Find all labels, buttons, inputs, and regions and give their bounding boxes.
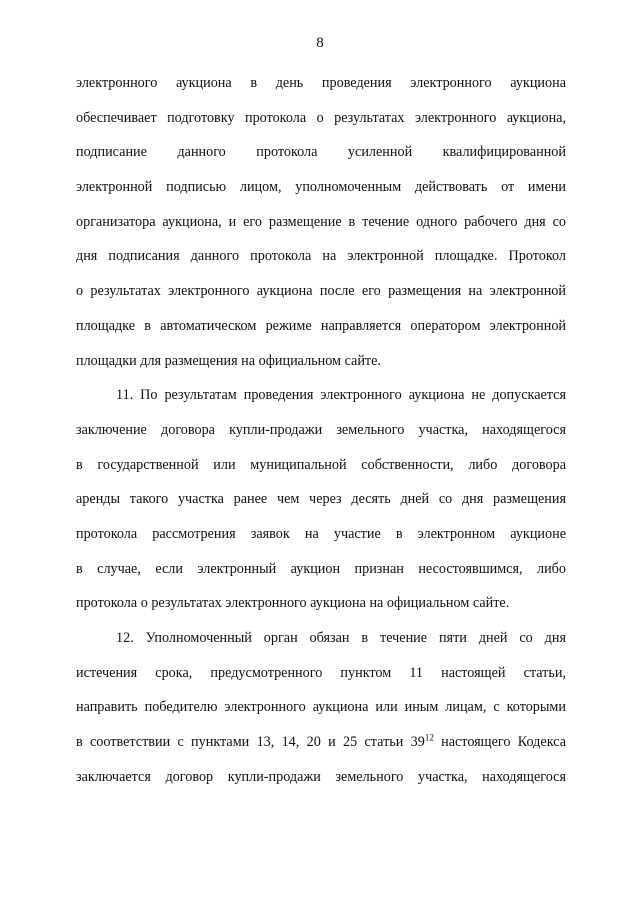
- text-line: дня подписания данного протокола на электронной площадке. Протокол: [76, 248, 566, 265]
- text-line: истечения срока, предусмотренного пунктом 11 настоящей статьи,: [76, 664, 566, 681]
- paragraph-item-12: [76, 621, 566, 794]
- text-line: аренды такого участка ранее чем через десять дней со дня размещения: [76, 491, 566, 508]
- page-number: 8: [316, 35, 324, 51]
- text-line: протокола рассмотрения заявок на участие в электронном аукционе: [76, 525, 566, 542]
- text-line-with-superscript: [76, 725, 566, 760]
- text-line: направить победителю электронного аукциона или иным лицам, с которыми: [76, 699, 566, 716]
- text-segment: в соответствии с пунктами 13, 14, 20 и 25 статьи 39: [76, 734, 425, 751]
- text-line: площадке в автоматическом режиме направляется оператором электронной: [76, 317, 566, 334]
- text-line: в случае, если электронный аукцион признан несостоявшимся, либо: [76, 560, 566, 577]
- text-line: обеспечивает подготовку протокола о результатах электронного аукциона,: [76, 109, 566, 126]
- paragraph-continuation: [76, 66, 566, 378]
- text-line: о результатах электронного аукциона после его размещения на электронной: [76, 283, 566, 300]
- text-line: организатора аукциона, и его размещение в течение одного рабочего дня со: [76, 213, 566, 230]
- document-body: [76, 66, 566, 794]
- superscript: 12: [424, 732, 434, 743]
- text-line: площадки для размещения на официальном сайте.: [76, 352, 381, 369]
- text-line: заключается договор купли-продажи земельного участка, находящегося: [76, 768, 566, 785]
- text-line: подписание данного протокола усиленной квалифицированной: [76, 144, 566, 161]
- text-line: в государственной или муниципальной собственности, либо договора: [76, 456, 566, 473]
- text-line: 12. Уполномоченный орган обязан в течение пяти дней со дня: [116, 630, 566, 646]
- text-line: 11. По результатам проведения электронного аукциона не допускается: [116, 387, 566, 404]
- text-line: протокола о результатах электронного аукциона на официальном сайте.: [76, 595, 510, 612]
- text-segment: настоящего Кодекса: [433, 734, 566, 751]
- text-line: электронной подписью лицом, уполномоченным действовать от имени: [76, 179, 566, 196]
- text-line: заключение договора купли-продажи земельного участка, находящегося: [76, 421, 566, 438]
- text-line: электронного аукциона в день проведения электронного аукциона: [76, 75, 566, 91]
- paragraph-item-11: [76, 378, 566, 621]
